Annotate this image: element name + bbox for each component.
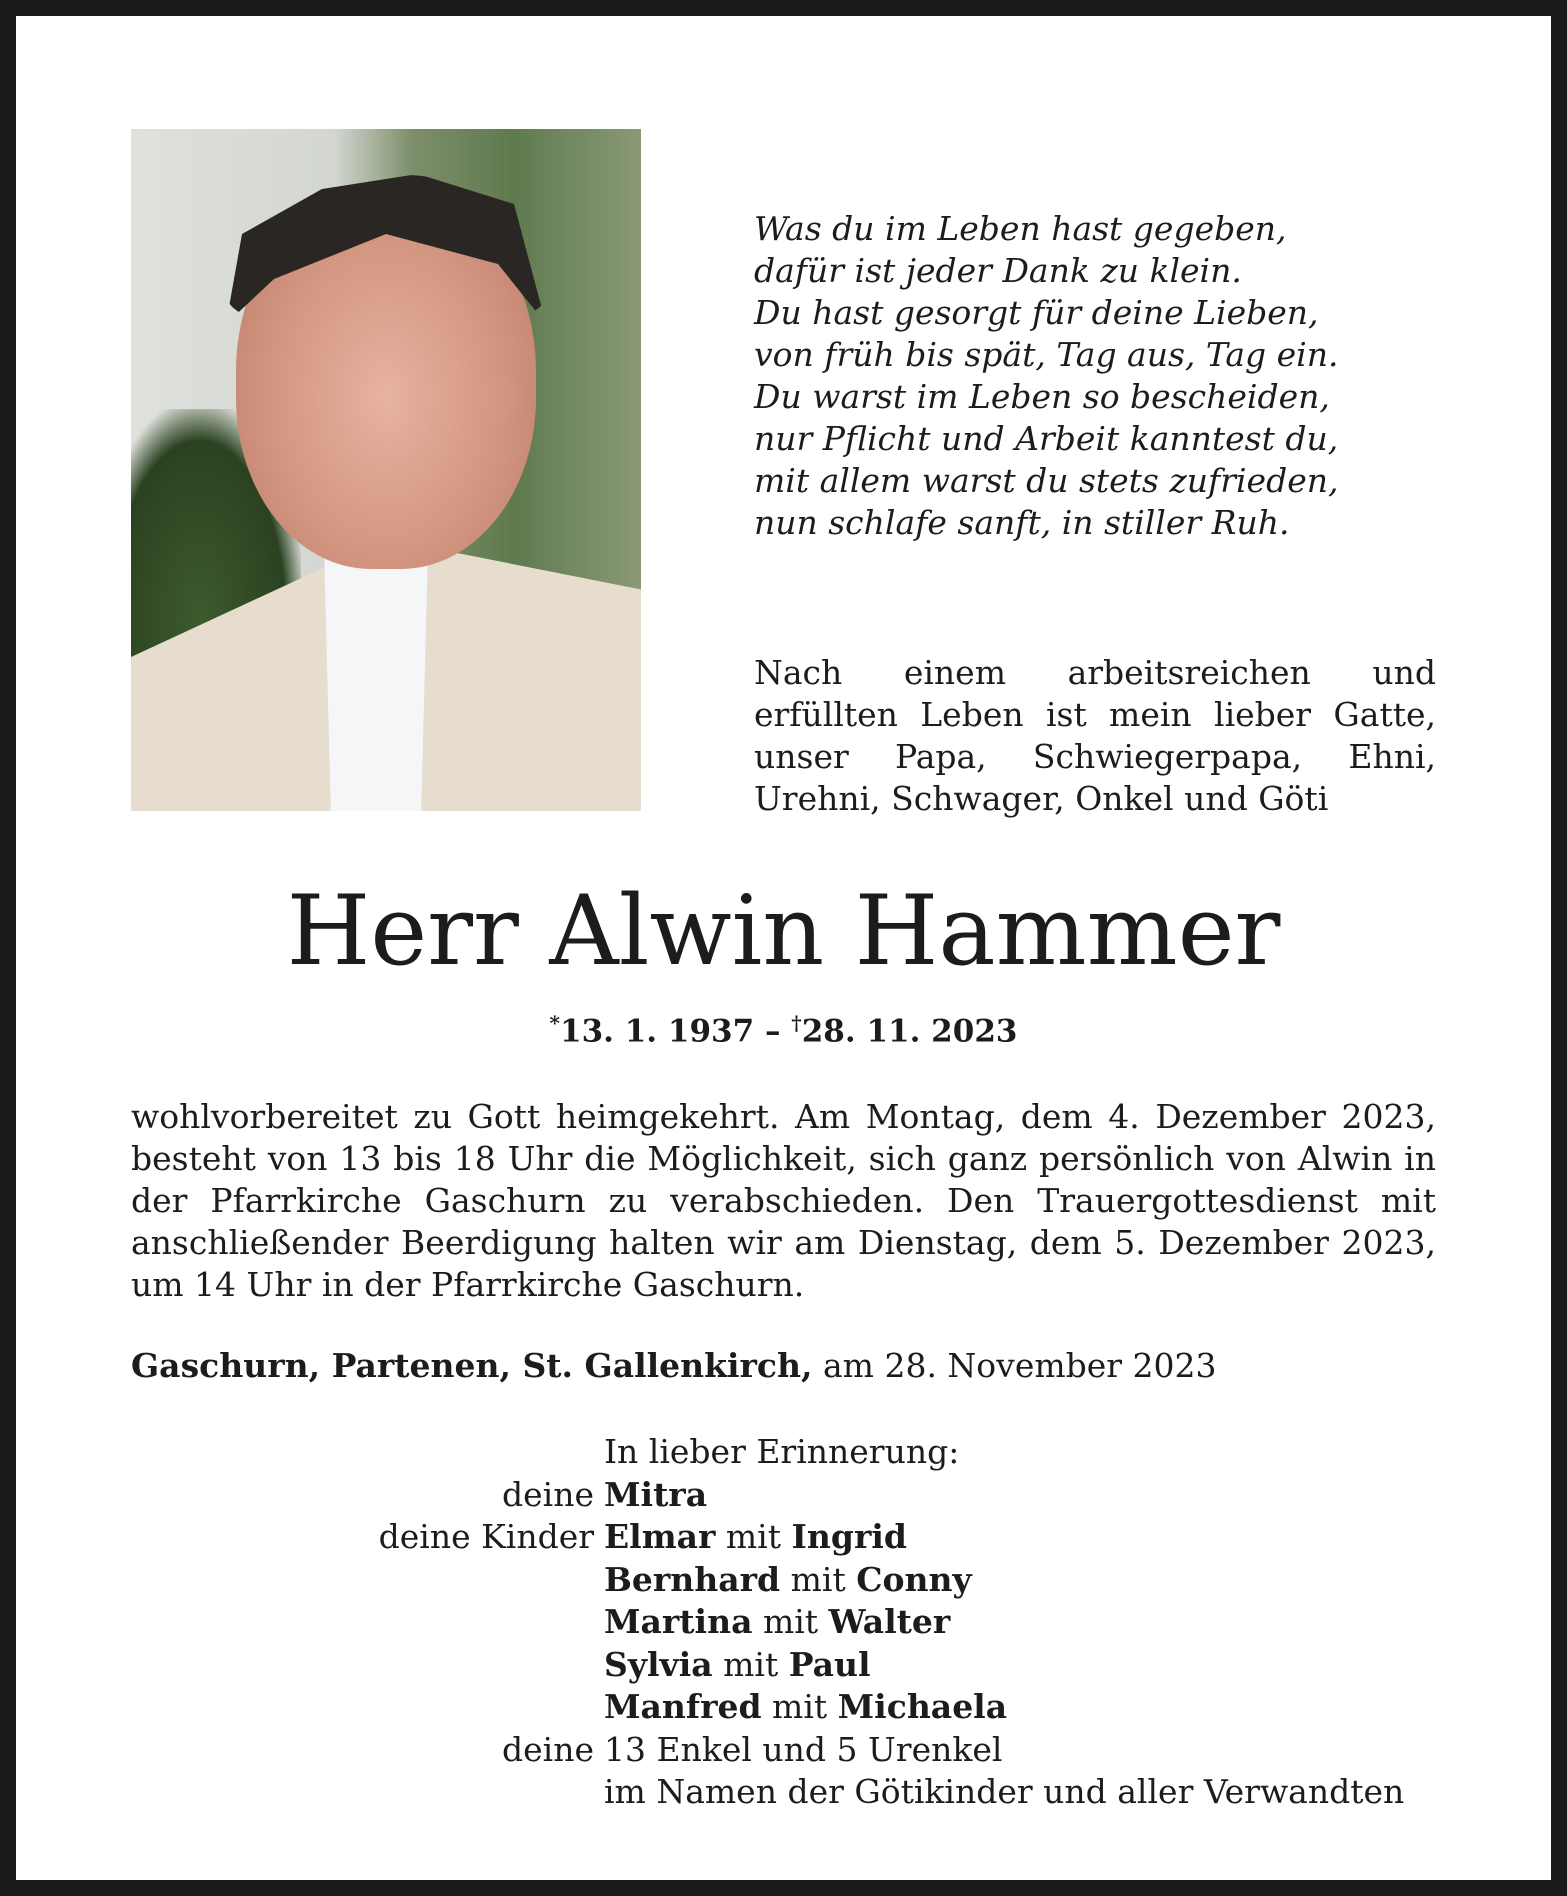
obituary-page xyxy=(16,16,1551,1880)
poem xyxy=(754,208,1338,544)
place-date xyxy=(131,1346,1217,1385)
notice-date: am 28. November 2023 xyxy=(812,1346,1217,1385)
child-entry: Sylvia mit Paul xyxy=(604,1644,871,1684)
poem-line: Du warst im Leben so bescheiden, xyxy=(754,377,1330,416)
birth-symbol: * xyxy=(549,1011,560,1035)
child-entry: Martina mit Walter xyxy=(604,1602,951,1641)
poem-line: nur Pflicht und Arbeit kanntest du, xyxy=(754,419,1339,458)
deceased-name: Herr Alwin Hammer xyxy=(286,875,1281,987)
poem-line: Was du im Leben hast gegeben, xyxy=(754,209,1287,248)
poem-line: dafür ist jeder Dank zu klein. xyxy=(754,251,1242,290)
death-date: 28. 11. 2023 xyxy=(801,1013,1018,1050)
mourner-label: deine Kinder xyxy=(378,1517,594,1556)
closing-line: im Namen der Götikinder und aller Verwandten xyxy=(604,1772,1405,1811)
intro-text: Nach einem arbeitsreichen und erfüllten Leben ist mein lieber Gatte, unser Papa, Schwiegerpapa, Ehni, Urehni, Schwager, Onkel und Göti xyxy=(754,653,1436,818)
towns: Gaschurn, Partenen, St. Gallenkirch, xyxy=(131,1346,813,1385)
mourners-heading: In lieber Erinnerung: xyxy=(604,1432,960,1471)
portrait-photo xyxy=(131,129,641,811)
mourner-label: deine xyxy=(502,1474,594,1514)
mourners xyxy=(16,1431,1551,1814)
birth-date: 13. 1. 1937 xyxy=(560,1013,755,1050)
life-dates xyxy=(16,1011,1551,1049)
grandchildren: 13 Enkel und 5 Urenkel xyxy=(604,1729,1003,1769)
child-entry: Manfred mit Michaela xyxy=(604,1687,1008,1726)
poem-line: nun schlafe sanft, in stiller Ruh. xyxy=(754,503,1290,542)
poem-line: von früh bis spät, Tag aus, Tag ein. xyxy=(754,335,1339,374)
poem-line: mit allem warst du stets zufrieden, xyxy=(754,461,1339,500)
poem-line: Du hast gesorgt für deine Lieben, xyxy=(754,293,1319,332)
funeral-details: wohlvorbereitet zu Gott heimgekehrt. Am Montag, dem 4. Dezember 2023, besteht von 13 bis 18 Uhr die Möglichkeit, sich ganz persönlich von Alwin in der Pfarrkirche Gaschurn zu verabschieden. Den Trauergottesdienst mit anschließender Beerdigung halten wir am Dienstag, dem 5. Dezember 2023, um 14 Uhr in der Pfarrkirche Gaschurn. xyxy=(131,1097,1436,1304)
mourner-label: deine xyxy=(502,1729,594,1769)
date-separator: – xyxy=(754,1013,792,1050)
mourner-name: Mitra xyxy=(604,1474,708,1514)
child-entry: Elmar mit Ingrid xyxy=(604,1517,907,1556)
child-entry: Bernhard mit Conny xyxy=(604,1559,972,1599)
death-symbol: † xyxy=(791,1011,802,1035)
